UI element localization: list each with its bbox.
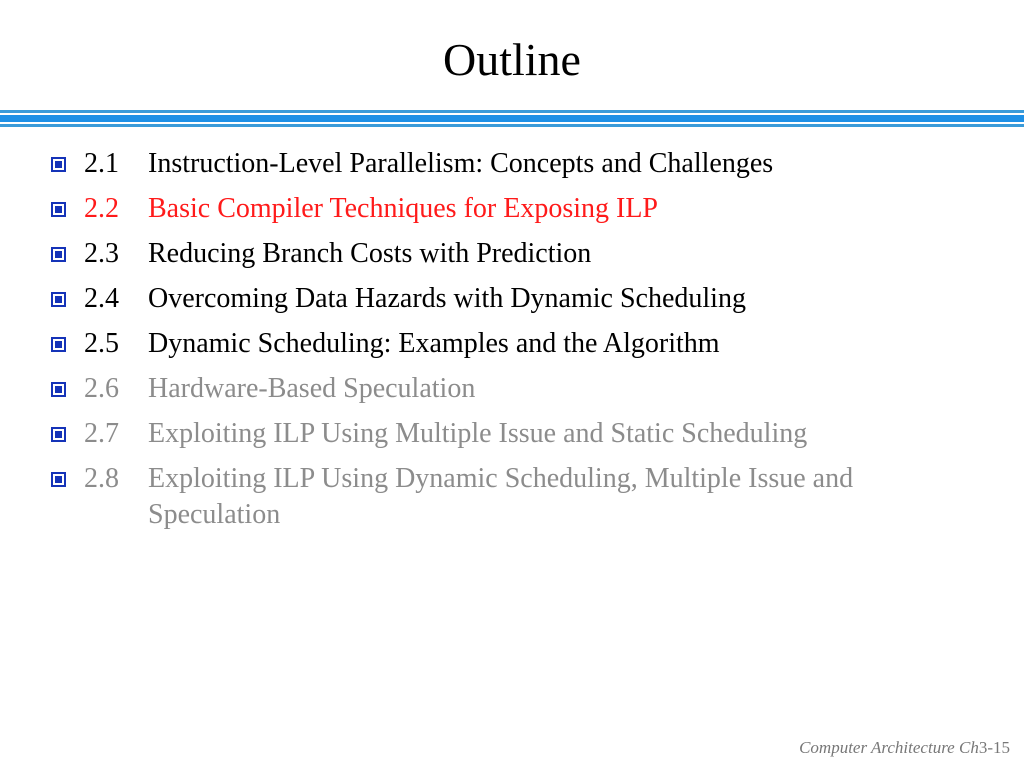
square-bullet-icon xyxy=(51,382,66,397)
footer-course: Computer Architecture Ch xyxy=(799,738,979,757)
outline-item xyxy=(0,281,958,317)
square-bullet-icon xyxy=(51,157,66,172)
section-number: 2.5 xyxy=(84,328,119,359)
title-divider-bottom xyxy=(0,124,1024,127)
section-label: Reducing Branch Costs with Prediction xyxy=(148,238,592,269)
outline-item xyxy=(0,146,958,182)
section-number: 2.3 xyxy=(84,238,119,269)
square-bullet-icon xyxy=(51,472,66,487)
section-label: Exploiting ILP Using Dynamic Scheduling, Multiple Issue and Speculation xyxy=(148,463,854,530)
title-divider-top xyxy=(0,110,1024,113)
section-label: Exploiting ILP Using Multiple Issue and Static Scheduling xyxy=(148,418,808,449)
slide-title: Outline xyxy=(443,34,581,85)
section-label: Overcoming Data Hazards with Dynamic Scheduling xyxy=(148,283,746,314)
section-number: 2.7 xyxy=(84,418,119,449)
section-number: 2.8 xyxy=(84,463,119,494)
outline-item xyxy=(0,236,958,272)
square-bullet-icon xyxy=(51,337,66,352)
section-number: 2.2 xyxy=(84,193,119,224)
outline-item xyxy=(0,416,958,452)
slide-footer xyxy=(799,738,1010,758)
square-bullet-icon xyxy=(51,292,66,307)
section-label: Instruction-Level Parallelism: Concepts and Challenges xyxy=(148,148,774,179)
section-number: 2.6 xyxy=(84,373,119,404)
section-number: 2.4 xyxy=(84,283,119,314)
title-divider-middle xyxy=(0,115,1024,122)
outline-item xyxy=(0,326,958,362)
square-bullet-icon xyxy=(51,427,66,442)
outline-item xyxy=(0,461,958,533)
section-label: Dynamic Scheduling: Examples and the Algorithm xyxy=(148,328,720,359)
square-bullet-icon xyxy=(51,247,66,262)
outline-list xyxy=(0,146,1024,542)
section-label: Basic Compiler Techniques for Exposing ILP xyxy=(148,193,659,224)
square-bullet-icon xyxy=(51,202,66,217)
footer-page-number: 3-15 xyxy=(978,738,1010,757)
section-label: Hardware-Based Speculation xyxy=(148,373,476,404)
outline-item xyxy=(0,371,958,407)
outline-item xyxy=(0,191,958,227)
section-number: 2.1 xyxy=(84,148,119,179)
